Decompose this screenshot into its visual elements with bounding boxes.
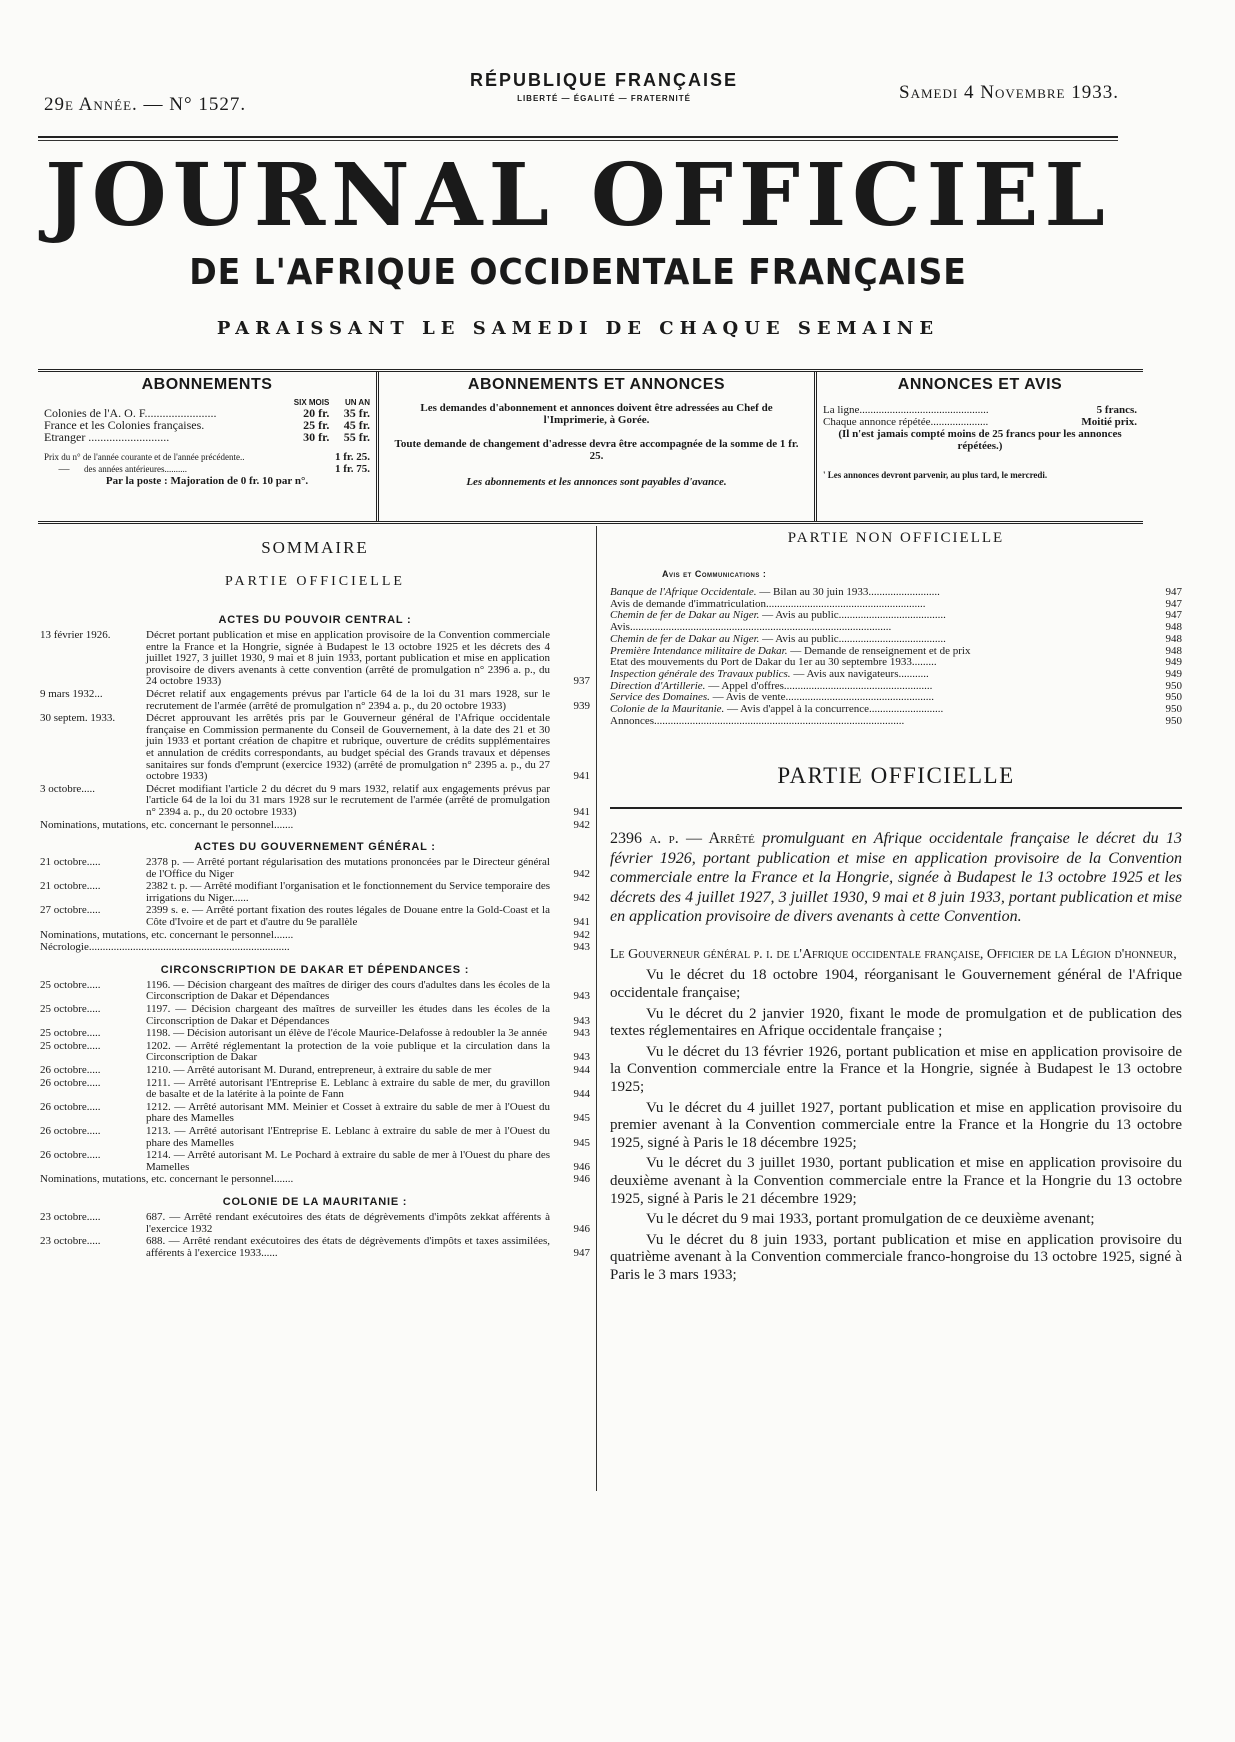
toc-page: 942 [573, 867, 590, 880]
toc-date: 30 septem. 1933. [40, 713, 116, 725]
journal-subtitle: DE L'AFRIQUE OCCIDENTALE FRANÇAISE [189, 252, 967, 293]
price-old-value: 1 fr. 75. [334, 463, 370, 475]
toc-date: 3 octobre..... [40, 783, 95, 795]
toc-date: 25 octobre..... [40, 979, 101, 991]
abonnement-year: 55 fr. [343, 430, 370, 444]
right-column [610, 526, 1182, 1288]
partie-officielle-title: PARTIE OFFICIELLE [777, 763, 1015, 789]
toc-date: 23 octobre..... [40, 1211, 101, 1223]
avis-page: 948 [1165, 632, 1182, 645]
post-surcharge: Par la poste : Majoration de 0 fr. 10 par n°. [105, 475, 309, 487]
toc-text: 1196. — Décision chargeant des maîtres de diriger des cours d'adultes dans les écoles de la Circonscription de Dakar et Dépendances [146, 978, 550, 1003]
avis-page: 947 [1165, 609, 1182, 622]
avis-lead: Chemin de fer de Dakar au Niger. [610, 632, 760, 645]
toc-item [40, 881, 590, 904]
toc-item [40, 630, 590, 688]
toc-text: 1214. — Arrêté autorisant M. Le Pochard à extraire du sable de mer à l'Ouest du phare des Mamelles [146, 1149, 550, 1173]
toc-page: 943 [573, 1014, 590, 1027]
toc-item [40, 905, 590, 928]
partie-officielle-label: PARTIE OFFICIELLE [225, 574, 405, 589]
avis-rest: — Avis au public....................................... [759, 632, 946, 645]
avis-page: 948 [1165, 621, 1182, 634]
toc-text: 688. — Arrêté rendant exécutoires des états de dégrèvements d'impôts et taxes assimilées, afférents à l'exercice 1933...... [146, 1235, 550, 1259]
toc-date: 21 octobre..... [40, 857, 101, 869]
toc-date: 21 octobre..... [40, 881, 101, 893]
republic-label: RÉPUBLIQUE FRANÇAISE [469, 70, 738, 90]
abonnements-table [44, 398, 370, 443]
avis-page: 947 [1165, 597, 1182, 610]
toc-text: Décret portant publication et mise en application provisoire de la Convention commerciale entre la France et la Hongrie, signée à Budapest le 13 octobre 1925 et les décrets des 4 juillet 1927, 3 juillet 1930, 9 mai et 8 juin 1933, portant publication et mise en application provisoire de divers avenants à cette convention (arrêté de promulgation n° 2396 a. p., du 24 octobre 1933) [146, 629, 550, 688]
avis-rest: Avis de demande d'immatriculation.......................................................... [610, 597, 926, 610]
annonces-avis-box [814, 372, 1143, 521]
column-divider [596, 526, 597, 1491]
toc-date: 25 octobre..... [40, 1028, 101, 1040]
toc-date: 26 octobre..... [40, 1065, 101, 1076]
col-un-an: UN AN [344, 398, 370, 407]
price-current-value: 1 fr. 25. [334, 451, 370, 463]
toc-page: 942 [573, 928, 590, 941]
visa-paragraph: Vu le décret du 18 octobre 1904, réorganisant le Gouvernement général de l'Afrique occidentale française; [610, 967, 1182, 1002]
tarif-repete-label: Chaque annonce répétée..................... [823, 416, 989, 428]
toc-page: 942 [573, 891, 590, 904]
visa-paragraph: Vu le décret du 4 juillet 1927, portant publication et mise en application provisoire du premier avenant à la Convention commerciale entre la France et la Hongrie du 13 octobre 1925, signé à Paris le 18 décembre 1925; [610, 1099, 1182, 1151]
abonnement-label: Etranger ........................... [44, 430, 170, 444]
toc-text: Décret approuvant les arrêtés pris par le Gouverneur général de l'Afrique occidentale française en Commission permanente du Conseil de Gouvernement, à la date des 21 et 30 juin 1933 et portant création de chapitre et rubrique, ouverture de crédits supplémentaires et annulation de crédits correspondants, au budget spécial des Grands travaux et dépenses sanitaires sur fonds d'emprunt (exercice 1932) (arrêté de promulgation n° 2395 a. p., du 27 octobre 1933) [146, 712, 550, 783]
republic-header [404, 70, 804, 103]
abonnement-six: 30 fr. [303, 430, 330, 444]
toc-text: 1210. — Arrêté autorisant M. Durand, entrepreneur, à extraire du sable de mer [146, 1064, 492, 1076]
arrete-heading [610, 829, 1182, 926]
abo-annonces-p3: Les abonnements et les annonces sont payables d'avance. [466, 476, 727, 488]
avis-group-heading: Avis et Communications : [662, 569, 767, 579]
toc-text: Décret relatif aux engagements prévus par l'article 64 de la loi du 31 mars 1928, sur le recrutement de l'armée (arrêté de promulgation n° 2394 a. p., du 20 octobre 1933) [146, 687, 550, 712]
tarif-ligne-label: La ligne............................................... [823, 404, 989, 416]
toc-page: 941 [573, 770, 590, 783]
masthead-top [44, 70, 1119, 126]
col-six-mois: SIX MOIS [293, 398, 330, 407]
avis-lead: Chemin de fer de Dakar au Niger. [610, 609, 760, 622]
toc-item [40, 1150, 590, 1173]
motto: LIBERTÉ — ÉGALITÉ — FRATERNITÉ [517, 94, 691, 103]
avis-page: 947 [1165, 586, 1182, 598]
sommaire-title: SOMMAIRE [261, 538, 369, 557]
toc-text: 2399 s. e. — Arrêté portant fixation des routes légales de Douane entre la Gold-Coast et la Côte d'Ivoire et de part et d'autre du 9e parallèle [146, 904, 550, 929]
section-rule [610, 807, 1182, 809]
avis-lead: Direction d'Artillerie. [610, 679, 706, 692]
visas-list [610, 967, 1182, 1284]
toc-item [40, 1236, 590, 1259]
toc-item [40, 1126, 590, 1149]
avis-rest: Annonces........................................................................................... [610, 714, 905, 727]
tarif-repete-value: Moitié prix. [1081, 416, 1137, 428]
abonnements-box [38, 372, 376, 521]
toc-text: 1198. — Décision autorisant un élève de l'école Maurice-Delafosse à redoubler la 3e année [146, 1027, 548, 1040]
issue-date: Samedi 4 Novembre 1933. [899, 82, 1119, 103]
price-current-label: Prix du n° de l'année courante et de l'année précédente.. [44, 452, 245, 462]
avis-rest: Etat des mouvements du Port de Dakar du 1er au 30 septembre 1933......... [610, 656, 937, 669]
abonnement-six: 20 fr. [303, 406, 330, 420]
toc-date: 23 octobre..... [40, 1236, 101, 1248]
toc-page: 944 [573, 1064, 590, 1076]
avis-lead: Première Intendance militaire de Dakar. [610, 644, 788, 657]
toc-group-heading: COLONIE DE LA MAURITANIE : [222, 1195, 408, 1208]
abonnement-six: 25 fr. [303, 418, 330, 432]
abonnement-year: 35 fr. [343, 406, 370, 420]
toc-text: Nominations, mutations, etc. concernant le personnel....... [40, 1173, 294, 1186]
toc-item [40, 1065, 590, 1077]
toc-text: 1213. — Arrêté autorisant l'Entreprise E. Leblanc à extraire du sable de mer à l'Ouest du phare des Mamelles [146, 1124, 550, 1149]
avis-page: 949 [1165, 667, 1182, 680]
avis-page: 950 [1165, 703, 1182, 716]
toc-page: 945 [573, 1112, 590, 1125]
tarif-ligne [823, 404, 1137, 416]
abonnement-label: Colonies de l'A. O. F........................ [44, 406, 217, 420]
avis-page: 950 [1165, 679, 1182, 692]
toc-date: 26 octobre..... [40, 1101, 101, 1113]
toc-page: 941 [573, 916, 590, 929]
tarif-repete [823, 416, 1137, 428]
toc-text: 1211. — Arrêté autorisant l'Entreprise E. Leblanc à extraire du sable de mer, du gravillon de basalte et de la latérite à la pointe de Fann [146, 1076, 550, 1101]
toc-item [40, 1004, 590, 1027]
arrete-title: promulguant en Afrique occidentale française le décret du 13 février 1926, portant publication et mise en application provisoire de la Convention commerciale entre la France et la Hongrie, signée à Budapest le 13 octobre 1925 et les décrets des 4 juillet 1927, 3 juillet 1930, 9 mai et 8 juin 1933, portant publication et mise en application provisoire de divers avenants à cette Convention. [610, 830, 1183, 926]
avis-page: 950 [1165, 691, 1182, 704]
avis-lead: Banque de l'Afrique Occidentale. [610, 586, 757, 598]
toc-page: 942 [573, 818, 590, 831]
toc-page: 943 [573, 1027, 590, 1040]
masthead-rule [38, 136, 1118, 138]
abonnement-row [44, 431, 370, 443]
sommaire-column [40, 536, 590, 1260]
masthead-rule-thin [38, 140, 1118, 141]
avis-page: 949 [1165, 656, 1182, 669]
gouverneur-line: Le Gouverneur général p. i. de l'Afrique occidentale française, Officier de la Légion d'honneur, [610, 947, 1177, 963]
toc-text: Nominations, mutations, etc. concernant le personnel....... [40, 928, 294, 941]
visa-paragraph: Vu le décret du 2 janvier 1920, fixant le mode de promulgation et de publication des textes réglementaires en Afrique occidentale française ; [610, 1005, 1182, 1040]
toc-date: 9 mars 1932... [40, 688, 103, 700]
price-old-label: des années antérieures.......... [84, 464, 187, 474]
avis-item [610, 716, 1182, 728]
visa-paragraph: Vu le décret du 8 juin 1933, portant publication et mise en application provisoire du quatrième avenant à la Convention commerciale franco-hongroise du 13 octobre 1925, signé à Paris le 3 mars 1933; [610, 1231, 1182, 1283]
avis-lead: Service des Domaines. [610, 691, 710, 704]
avis-rest: — Avis d'appel à la concurrence........................... [724, 703, 944, 716]
non-officielle-title: PARTIE NON OFFICIELLE [787, 530, 1005, 546]
price-old [44, 463, 370, 475]
tarif-ligne-value: 5 francs. [1096, 404, 1137, 416]
toc-page: 945 [573, 1136, 590, 1149]
avis-rest: — Avis aux navigateurs........... [790, 667, 929, 680]
toc-text: Nécrologie......................................................................... [40, 941, 290, 954]
avis-rest: — Demande de renseignement et de prix [787, 644, 971, 657]
tarif-note: (Il n'est jamais compté moins de 25 francs pour les annonces répétées.) [838, 428, 1122, 452]
toc-item [40, 1102, 590, 1125]
toc-date: 25 octobre..... [40, 1040, 101, 1052]
arrete-number: 2396 a. p. — Arrêté [610, 830, 755, 848]
avis-text [610, 716, 1142, 728]
ditto-dash: — [58, 463, 70, 475]
toc-item [40, 942, 590, 954]
toc-item [40, 1041, 590, 1064]
abonnement-label: France et les Colonies françaises. [44, 418, 205, 432]
toc-item [40, 930, 590, 942]
toc-item [40, 1212, 590, 1235]
toc-item [40, 784, 590, 819]
avis-page: 950 [1165, 714, 1182, 727]
abo-annonces-heading: ABONNEMENTS ET ANNONCES [467, 376, 726, 393]
toc-text: 1202. — Arrêté réglementant la protection de la voie publique et la circulation dans la Circonscription de Dakar [146, 1039, 550, 1064]
avis-lead: Inspection générale des Travaux publics. [610, 667, 791, 680]
toc-text: 2382 t. p. — Arrêté modifiant l'organisation et le fonctionnement du Service temporaire des irrigations du Niger...... [146, 880, 550, 904]
toc-text: 1212. — Arrêté autorisant MM. Meinier et Cosset à extraire du sable de mer à l'Ouest du phare des Mamelles [146, 1100, 550, 1125]
avis-rest: — Avis au public....................................... [759, 609, 946, 622]
toc-item [40, 1174, 590, 1186]
toc-item [40, 713, 590, 783]
toc-item [40, 820, 590, 832]
avis-rest: — Avis de vente...................................................... [709, 691, 934, 704]
avis-rest: — Appel d'offres...................................................... [705, 679, 933, 692]
toc-page: 943 [573, 1051, 590, 1064]
toc-page: 943 [573, 941, 590, 954]
toc-date: 26 octobre..... [40, 1077, 101, 1089]
abonnements-heading: ABONNEMENTS [141, 376, 273, 393]
visa-paragraph: Vu le décret du 13 février 1926, portant publication et mise en application provisoire de la Convention commerciale entre la France et la Hongrie, signée à Budapest le 13 octobre 1925; [610, 1043, 1182, 1096]
abonnements-annonces-box [376, 372, 814, 521]
toc-list [40, 614, 590, 1259]
toc-text: 2378 p. — Arrêté portant régularisation des mutations prononcées par le Directeur général de l'Office du Niger [146, 856, 550, 880]
visa-paragraph: Vu le décret du 3 juillet 1930, portant publication et mise en application provisoire du deuxième avenant à la Convention commerciale entre la France et la Hongrie du 13 octobre 1925, signé à Paris le 21 décembre 1929; [610, 1155, 1182, 1207]
subscription-boxes [38, 369, 1143, 524]
issue-number: 29e Année. — N° 1527. [44, 94, 247, 115]
toc-page: 943 [573, 990, 590, 1003]
toc-item [40, 689, 590, 712]
journal-title: JOURNAL OFFICIEL [45, 145, 1111, 246]
deadline-note: ' Les annonces devront parvenir, au plus tard, le mercredi. [823, 470, 1048, 480]
toc-date: 26 octobre..... [40, 1125, 101, 1137]
abonnement-year: 45 fr. [343, 418, 370, 432]
toc-date: 26 octobre..... [40, 1150, 101, 1162]
avis-rest: Avis............................................................................................... [610, 621, 892, 634]
avis-page: 948 [1165, 644, 1182, 657]
toc-text: Décret modifiant l'article 2 du décret du 9 mars 1932, relatif aux engagements prévus par l'article 64 de la loi du 31 mars 1928 sur le recrutement de l'armée (arrêté de promulgation n° 2394 a. p., du 20 octobre 1933) [146, 782, 550, 818]
price-current [44, 451, 370, 463]
avis-lead: Colonie de la Mauritanie. [610, 703, 725, 716]
journal-tagline: PARAISSANT LE SAMEDI DE CHAQUE SEMAINE [216, 318, 940, 339]
toc-item [40, 1028, 590, 1040]
toc-page: 944 [573, 1088, 590, 1101]
toc-group-heading: CIRCONSCRIPTION DE DAKAR ET DÉPENDANCES : [160, 963, 470, 976]
toc-group-heading: ACTES DU GOUVERNEMENT GÉNÉRAL : [194, 841, 436, 854]
toc-text: Nominations, mutations, etc. concernant le personnel....... [40, 818, 294, 831]
toc-page: 946 [573, 1222, 590, 1235]
toc-page: 939 [573, 699, 590, 712]
abo-annonces-p1: Les demandes d'abonnement et annonces doivent être adressées au Chef de l'Imprimerie, à Gorée. [420, 402, 773, 426]
toc-page: 947 [573, 1246, 590, 1259]
toc-group-heading: ACTES DU POUVOIR CENTRAL : [218, 614, 412, 626]
toc-date: 25 octobre..... [40, 1004, 101, 1016]
abo-annonces-p2: Toute demande de changement d'adresse devra être accompagnée de la somme de 1 fr. 25. [394, 438, 799, 462]
toc-date: 13 février 1926. [40, 630, 111, 641]
toc-page: 946 [573, 1160, 590, 1173]
toc-page: 937 [573, 675, 590, 688]
annonces-avis-heading: ANNONCES ET AVIS [897, 376, 1063, 393]
toc-text: 1197. — Décision chargeant des maîtres de surveiller les études dans les écoles de la Circonscription de Dakar et Dépendances [146, 1003, 550, 1027]
non-officielle-list [610, 587, 1182, 727]
toc-item [40, 1078, 590, 1101]
toc-page: 946 [573, 1173, 590, 1186]
toc-page: 941 [573, 805, 590, 818]
toc-item [40, 857, 590, 880]
toc-date: 27 octobre..... [40, 905, 101, 917]
toc-item [40, 980, 590, 1003]
avis-rest: — Bilan au 30 juin 1933.......................... [756, 586, 940, 598]
visa-paragraph: Vu le décret du 9 mai 1933, portant promulgation de ce deuxième avenant; [646, 1211, 1095, 1228]
toc-text: 687. — Arrêté rendant exécutoires des états de dégrèvements d'impôts zekkat afférents à l'exercice 1932 [146, 1210, 550, 1235]
